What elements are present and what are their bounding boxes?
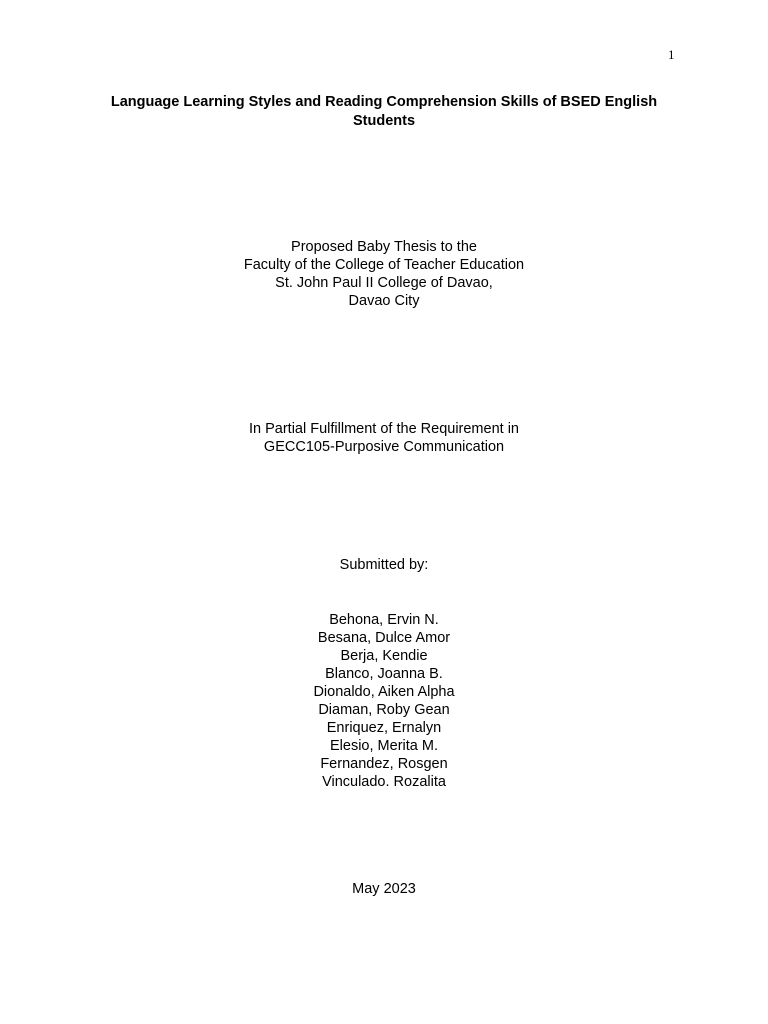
author-name: Enriquez, Ernalyn — [326, 720, 442, 736]
author-name: Elesio, Merita M. — [330, 738, 438, 754]
fulfillment-line: GECC105-Purposive Communication — [263, 439, 505, 455]
submission-date — [0, 880, 768, 898]
submitted-by-text: Submitted by: — [339, 557, 429, 573]
author-list — [0, 611, 768, 791]
author-name: Besana, Dulce Amor — [317, 630, 451, 646]
submitted-by-label — [0, 556, 768, 574]
fulfillment-line: In Partial Fulfillment of the Requirement in — [249, 421, 519, 437]
proposal-line: Davao City — [348, 293, 420, 309]
author-name: Diaman, Roby Gean — [318, 702, 450, 718]
author-name: Vinculado. Rozalita — [322, 774, 446, 790]
proposal-line: St. John Paul II College of Davao, — [275, 275, 493, 291]
thesis-title: Language Learning Styles and Reading Comprehension Skills of BSED English Students — [110, 94, 658, 129]
page-number: 1 — [668, 47, 675, 62]
proposal-statement — [0, 238, 768, 310]
fulfillment-statement — [0, 420, 768, 456]
proposal-line: Proposed Baby Thesis to the — [291, 239, 477, 255]
author-name: Dionaldo, Aiken Alpha — [313, 684, 455, 700]
date-text: May 2023 — [352, 881, 416, 897]
author-name: Berja, Kendie — [340, 648, 428, 664]
author-name: Fernandez, Rosgen — [320, 756, 448, 772]
proposal-line: Faculty of the College of Teacher Education — [243, 257, 525, 273]
author-name: Behona, Ervin N. — [329, 612, 439, 628]
author-name: Blanco, Joanna B. — [325, 666, 443, 682]
